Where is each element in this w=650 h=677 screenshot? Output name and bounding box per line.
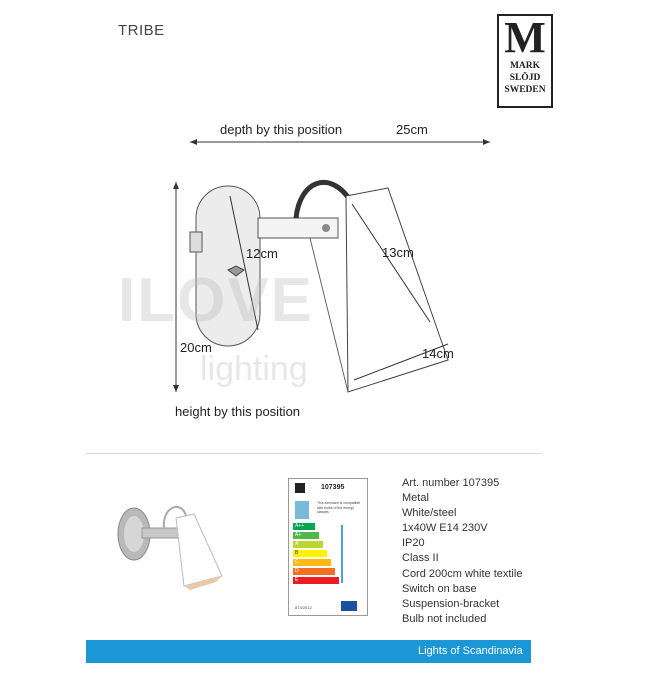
logo-line-3: SWEDEN xyxy=(504,85,546,95)
watermark-big: ILOVE xyxy=(118,266,315,335)
product-photo xyxy=(112,494,240,594)
energy-class-e: E xyxy=(293,577,339,584)
energy-logo xyxy=(295,483,305,493)
energy-class-a-plus-plus: A++ xyxy=(293,523,315,530)
arm-screw xyxy=(322,224,330,232)
shade-length-value: 13cm xyxy=(382,245,414,260)
energy-regulation: 874/2012 xyxy=(295,605,312,610)
spec-item: Suspension-bracket xyxy=(402,597,500,610)
height-label: height by this position xyxy=(175,404,301,419)
height-value: 20cm xyxy=(180,340,212,355)
depth-label: depth by this position xyxy=(220,122,343,137)
logo-letter: M xyxy=(504,13,546,62)
energy-label xyxy=(288,478,368,616)
spec-item: Cord 200cm white textile xyxy=(402,567,523,580)
energy-class-a-plus: A+ xyxy=(293,532,319,539)
spec-item: 1x40W E14 230V xyxy=(402,522,488,535)
spec-item: Metal xyxy=(402,492,429,505)
spec-item: Art. number 107395 xyxy=(402,477,500,489)
logo-line-1: MARK xyxy=(509,61,541,71)
spec-item: IP20 xyxy=(402,537,425,550)
energy-label-text: This luminaire is compatible with bulbs of the energy classes: xyxy=(317,501,361,514)
shade-diameter-value: 14cm xyxy=(422,346,454,361)
footer-bar xyxy=(86,640,531,663)
arm-value: 12cm xyxy=(246,246,278,261)
energy-class-a: A xyxy=(293,541,323,548)
energy-class-d: D xyxy=(293,568,335,575)
photo-shade xyxy=(176,514,222,586)
spec-item: White/steel xyxy=(402,507,457,520)
section-divider xyxy=(86,453,542,454)
spec-list xyxy=(402,476,522,627)
energy-label-number: 107395 xyxy=(321,484,345,491)
product-title: TRIBE xyxy=(118,22,165,39)
spec-item: Bulb not included xyxy=(402,612,487,625)
energy-class-c: C xyxy=(293,559,331,566)
cord xyxy=(296,182,350,218)
lamp-icon xyxy=(295,501,309,519)
spec-item: Class II xyxy=(402,552,439,565)
footer-text: Lights of Scandinavia xyxy=(418,645,523,657)
logo-line-2: SLÖJD xyxy=(509,73,541,83)
eu-flag-icon xyxy=(341,601,357,611)
watermark-small: lighting xyxy=(200,350,308,388)
photo-arm xyxy=(142,528,182,538)
depth-value: 25cm xyxy=(396,122,428,137)
spec-item: Switch on base xyxy=(402,582,477,595)
energy-class-bracket xyxy=(341,525,343,583)
switch xyxy=(190,232,202,252)
energy-class-b: B xyxy=(293,550,327,557)
